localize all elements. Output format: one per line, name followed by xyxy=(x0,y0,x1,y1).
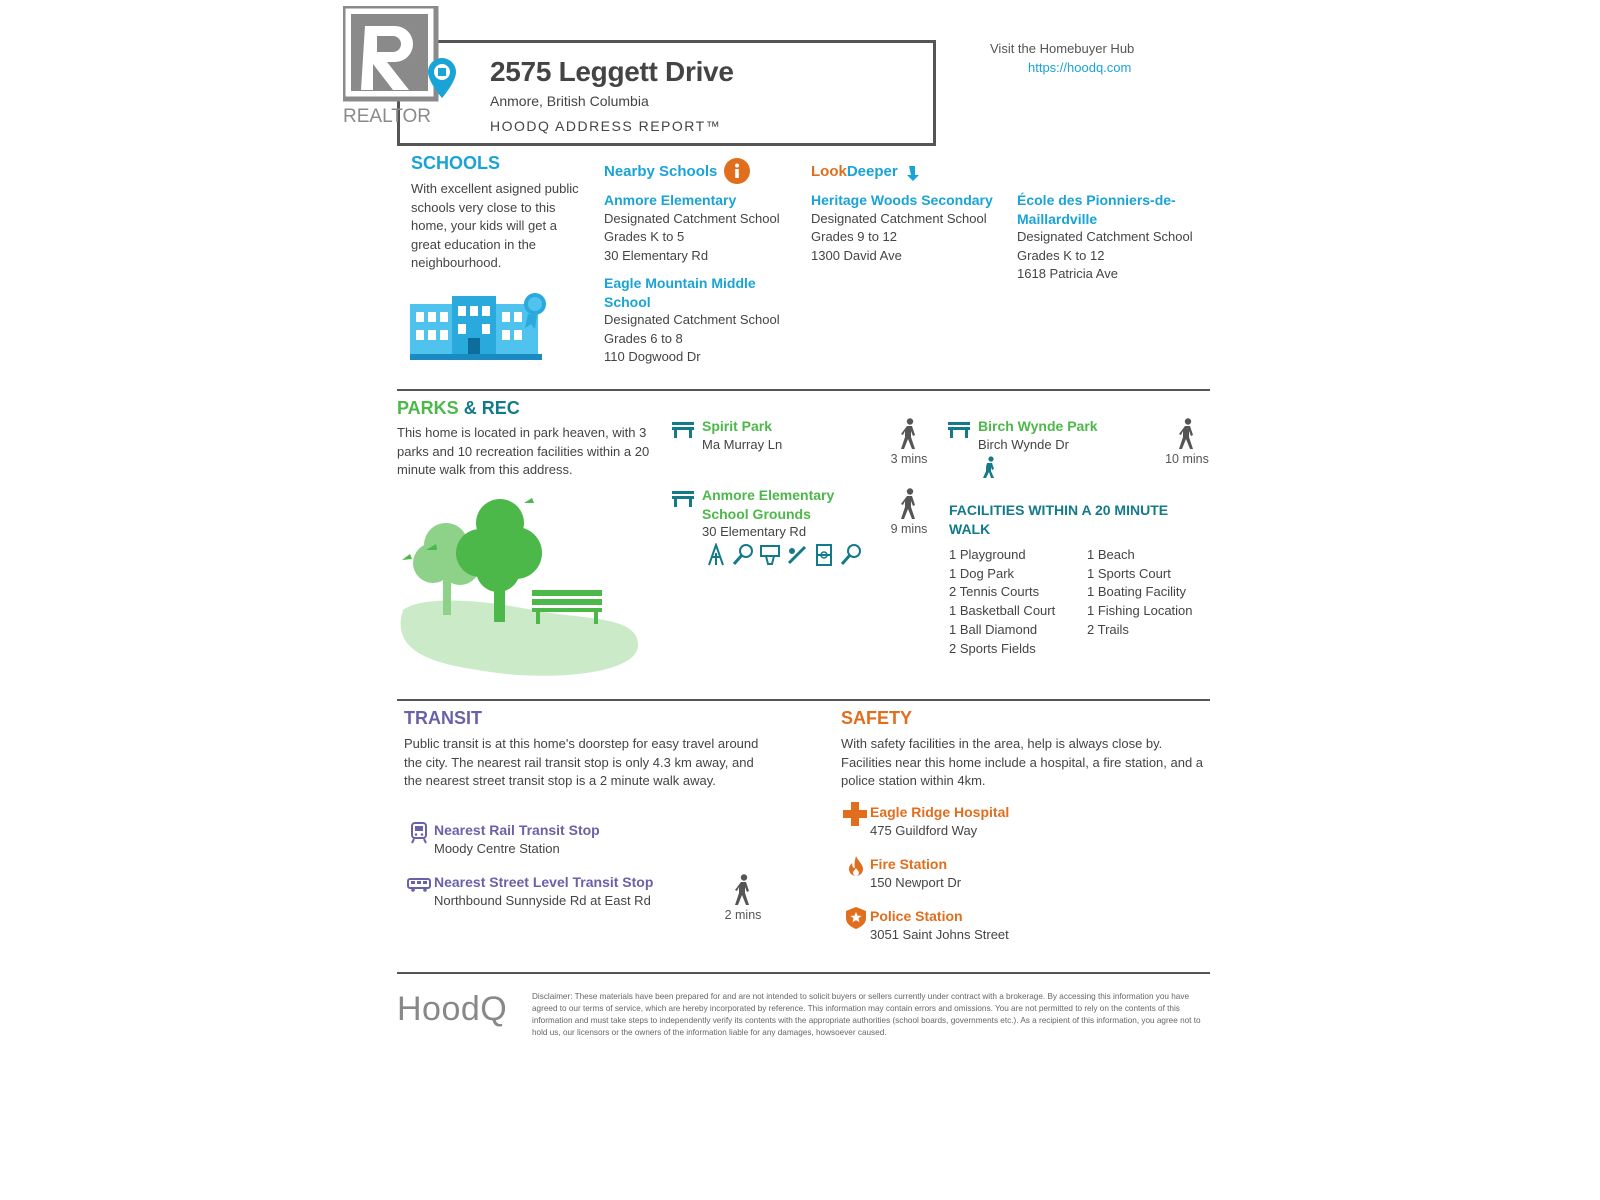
park-card[interactable] xyxy=(702,417,782,454)
hoodq-logo: HoodQ xyxy=(397,990,508,1028)
section-divider xyxy=(397,699,1210,701)
parks-description: This home is located in park heaven, with 3 parks and 10 recreation facilities within a 20 minute walk from this address. xyxy=(397,425,650,477)
school-grades: Grades 9 to 12 xyxy=(811,229,897,244)
address-city: Anmore, British Columbia xyxy=(490,93,649,109)
fire-station-name: Fire Station xyxy=(870,856,948,872)
facility-item: 1 Playground xyxy=(949,547,1026,562)
school-name: Anmore Elementary xyxy=(604,192,737,208)
playground-icon xyxy=(704,543,728,567)
facility-item: 2 Sports Fields xyxy=(949,640,1036,656)
park-card[interactable] xyxy=(978,417,1098,454)
walk-time xyxy=(713,874,773,922)
schools-description: With excellent asigned public schools very close to this home, your kids will get a great education in the neighbourhood. xyxy=(411,181,579,270)
basketball-icon xyxy=(758,543,782,567)
facility-item: 1 Basketball Court xyxy=(949,603,1056,619)
school-grades: Grades 6 to 8 xyxy=(604,330,683,346)
school-name: Eagle Mountain Middle School xyxy=(604,275,756,310)
walk-time-label: 2 mins xyxy=(724,908,762,922)
park-address: 30 Elementary Rd xyxy=(702,524,807,539)
school-address: 30 Elementary Rd xyxy=(604,247,709,263)
school-card[interactable] xyxy=(1017,191,1207,284)
walking-person-icon xyxy=(733,874,753,906)
school-type: Designated Catchment School xyxy=(811,210,987,226)
school-address: 1618 Patricia Ave xyxy=(1017,266,1118,281)
section-divider xyxy=(397,389,1210,391)
facilities-list-right xyxy=(1087,546,1193,640)
disclaimer-text: Disclaimer: These materials have been prepared for and are not intended to solicit buyers or sellers currently under contract with a brokerage. By accessing this information you have agreed to our terms of service, which are hereby incorporated by reference. This information may contain errors and omissions. You are not permitted to rely on the contents of this information and must take steps to independently verify its contents with the appropriate authorities (school boards, governments etc.). As a recipient of this information, you agree not to hold us, our licensors or the owners of the information liable for any damages, howsoever caused. xyxy=(532,992,1201,1037)
rail-transit-label: Nearest Rail Transit Stop xyxy=(434,822,600,838)
school-card[interactable] xyxy=(604,274,784,367)
facilities-list-left xyxy=(949,546,1055,658)
realtor-logo xyxy=(343,6,458,124)
park-trees-icon xyxy=(398,495,643,678)
svg-text:REALTOR: REALTOR xyxy=(343,106,431,124)
park-address: Birch Wynde Dr xyxy=(978,436,1069,452)
street-transit-item[interactable] xyxy=(434,873,653,910)
rail-transit-stop: Moody Centre Station xyxy=(434,840,560,856)
walk-time xyxy=(1157,418,1217,466)
walking-person-icon xyxy=(899,488,919,520)
schools-section-title: SCHOOLS xyxy=(411,153,501,173)
fire-icon xyxy=(848,856,864,878)
address-title: 2575 Leggett Drive xyxy=(490,56,734,87)
walk-time xyxy=(879,418,939,466)
school-grades: Grades K to 5 xyxy=(604,229,685,244)
facility-item: 1 Sports Court xyxy=(1087,565,1171,581)
facility-item: 1 Dog Park xyxy=(949,565,1015,581)
school-card[interactable] xyxy=(811,191,1016,265)
transit-description: Public transit is at this home's doorstep for easy travel around the city. The nearest rail transit stop is only 4.3 km away, and the nearest street transit stop is a 2 minute walk away. xyxy=(404,736,759,788)
report-label: HOODQ ADDRESS REPORT™ xyxy=(490,118,722,134)
facility-item: 1 Beach xyxy=(1087,547,1135,562)
fire-station-item[interactable] xyxy=(870,855,961,892)
park-name: Birch Wynde Park xyxy=(978,418,1098,434)
walk-time-label: 9 mins xyxy=(890,522,928,536)
facility-item: 2 Tennis Courts xyxy=(949,584,1040,600)
park-card[interactable] xyxy=(702,486,852,542)
info-icon[interactable] xyxy=(724,158,750,184)
homebuyer-hub-label: Visit the Homebuyer Hub xyxy=(990,41,1135,56)
walk-time-label: 10 mins xyxy=(1165,452,1209,466)
park-name: Spirit Park xyxy=(702,418,773,434)
police-station-address: 3051 Saint Johns Street xyxy=(870,926,1009,942)
street-transit-label: Nearest Street Level Transit Stop xyxy=(434,874,654,890)
tennis-icon xyxy=(731,543,755,567)
facility-item: 2 Trails xyxy=(1087,621,1129,637)
fire-station-address: 150 Newport Dr xyxy=(870,874,962,890)
park-name: Anmore Elementary School Grounds xyxy=(702,487,835,522)
transit-section-title: TRANSIT xyxy=(404,708,482,728)
rail-transit-item[interactable] xyxy=(434,821,600,858)
facility-item: 1 Fishing Location xyxy=(1087,603,1193,619)
park-bench-icon xyxy=(672,491,694,507)
deeper-label: Deeper xyxy=(846,163,898,180)
bus-icon xyxy=(407,878,431,892)
school-type: Designated Catchment School xyxy=(1017,229,1193,244)
walking-person-icon xyxy=(899,418,919,450)
facility-item: 1 Boating Facility xyxy=(1087,584,1186,600)
facility-icons-row xyxy=(704,543,863,567)
section-divider xyxy=(397,972,1210,974)
police-station-name: Police Station xyxy=(870,908,963,924)
police-station-item[interactable] xyxy=(870,907,1009,944)
hospital-name: Eagle Ridge Hospital xyxy=(870,804,1010,820)
safety-section-title: SAFETY xyxy=(841,708,913,728)
look-deeper-link[interactable] xyxy=(811,163,898,180)
school-grades: Grades K to 12 xyxy=(1017,247,1105,263)
arrow-down-icon xyxy=(905,164,921,182)
hospital-address: 475 Guildford Way xyxy=(870,822,978,838)
parks-section-title xyxy=(397,398,520,419)
school-address: 110 Dogwood Dr xyxy=(604,349,701,364)
walk-time xyxy=(879,488,939,536)
park-address: Ma Murray Ln xyxy=(702,436,783,452)
street-transit-stop: Northbound Sunnyside Rd at East Rd xyxy=(434,892,651,908)
park-bench-icon xyxy=(948,422,970,438)
tennis-icon xyxy=(839,543,863,567)
runner-icon xyxy=(982,456,996,478)
school-address: 1300 David Ave xyxy=(811,247,902,263)
train-icon xyxy=(410,822,428,844)
police-badge-icon xyxy=(846,907,866,929)
homebuyer-hub-link[interactable]: https://hoodq.com xyxy=(1028,60,1132,75)
sports-field-icon xyxy=(812,543,836,567)
nearby-schools-title: Nearby Schools xyxy=(604,163,718,180)
school-type: Designated Catchment School xyxy=(604,312,780,327)
look-label: Look xyxy=(811,163,847,180)
park-bench-icon xyxy=(672,422,694,438)
school-name: Heritage Woods Secondary xyxy=(811,192,993,208)
parks-label: PARKS xyxy=(397,398,459,418)
walking-person-icon xyxy=(1177,418,1197,450)
school-type: Designated Catchment School xyxy=(604,210,780,226)
hospital-item[interactable] xyxy=(870,803,1009,840)
walk-time-label: 3 mins xyxy=(890,452,928,466)
rec-label: & REC xyxy=(463,398,520,418)
school-building-icon xyxy=(410,292,555,364)
school-card[interactable] xyxy=(604,191,809,265)
facility-item: 1 Ball Diamond xyxy=(949,621,1038,637)
safety-description: With safety facilities in the area, help is always close by. Facilities near this home include a hospital, a fire station, and a police station within 4km. xyxy=(841,736,1204,788)
school-name: École des Pionniers-de-Maillardville xyxy=(1017,192,1176,227)
hospital-cross-icon xyxy=(843,802,867,826)
ball-diamond-icon xyxy=(785,543,809,567)
facilities-title: FACILITIES WITHIN A 20 MINUTE WALK xyxy=(949,502,1169,537)
